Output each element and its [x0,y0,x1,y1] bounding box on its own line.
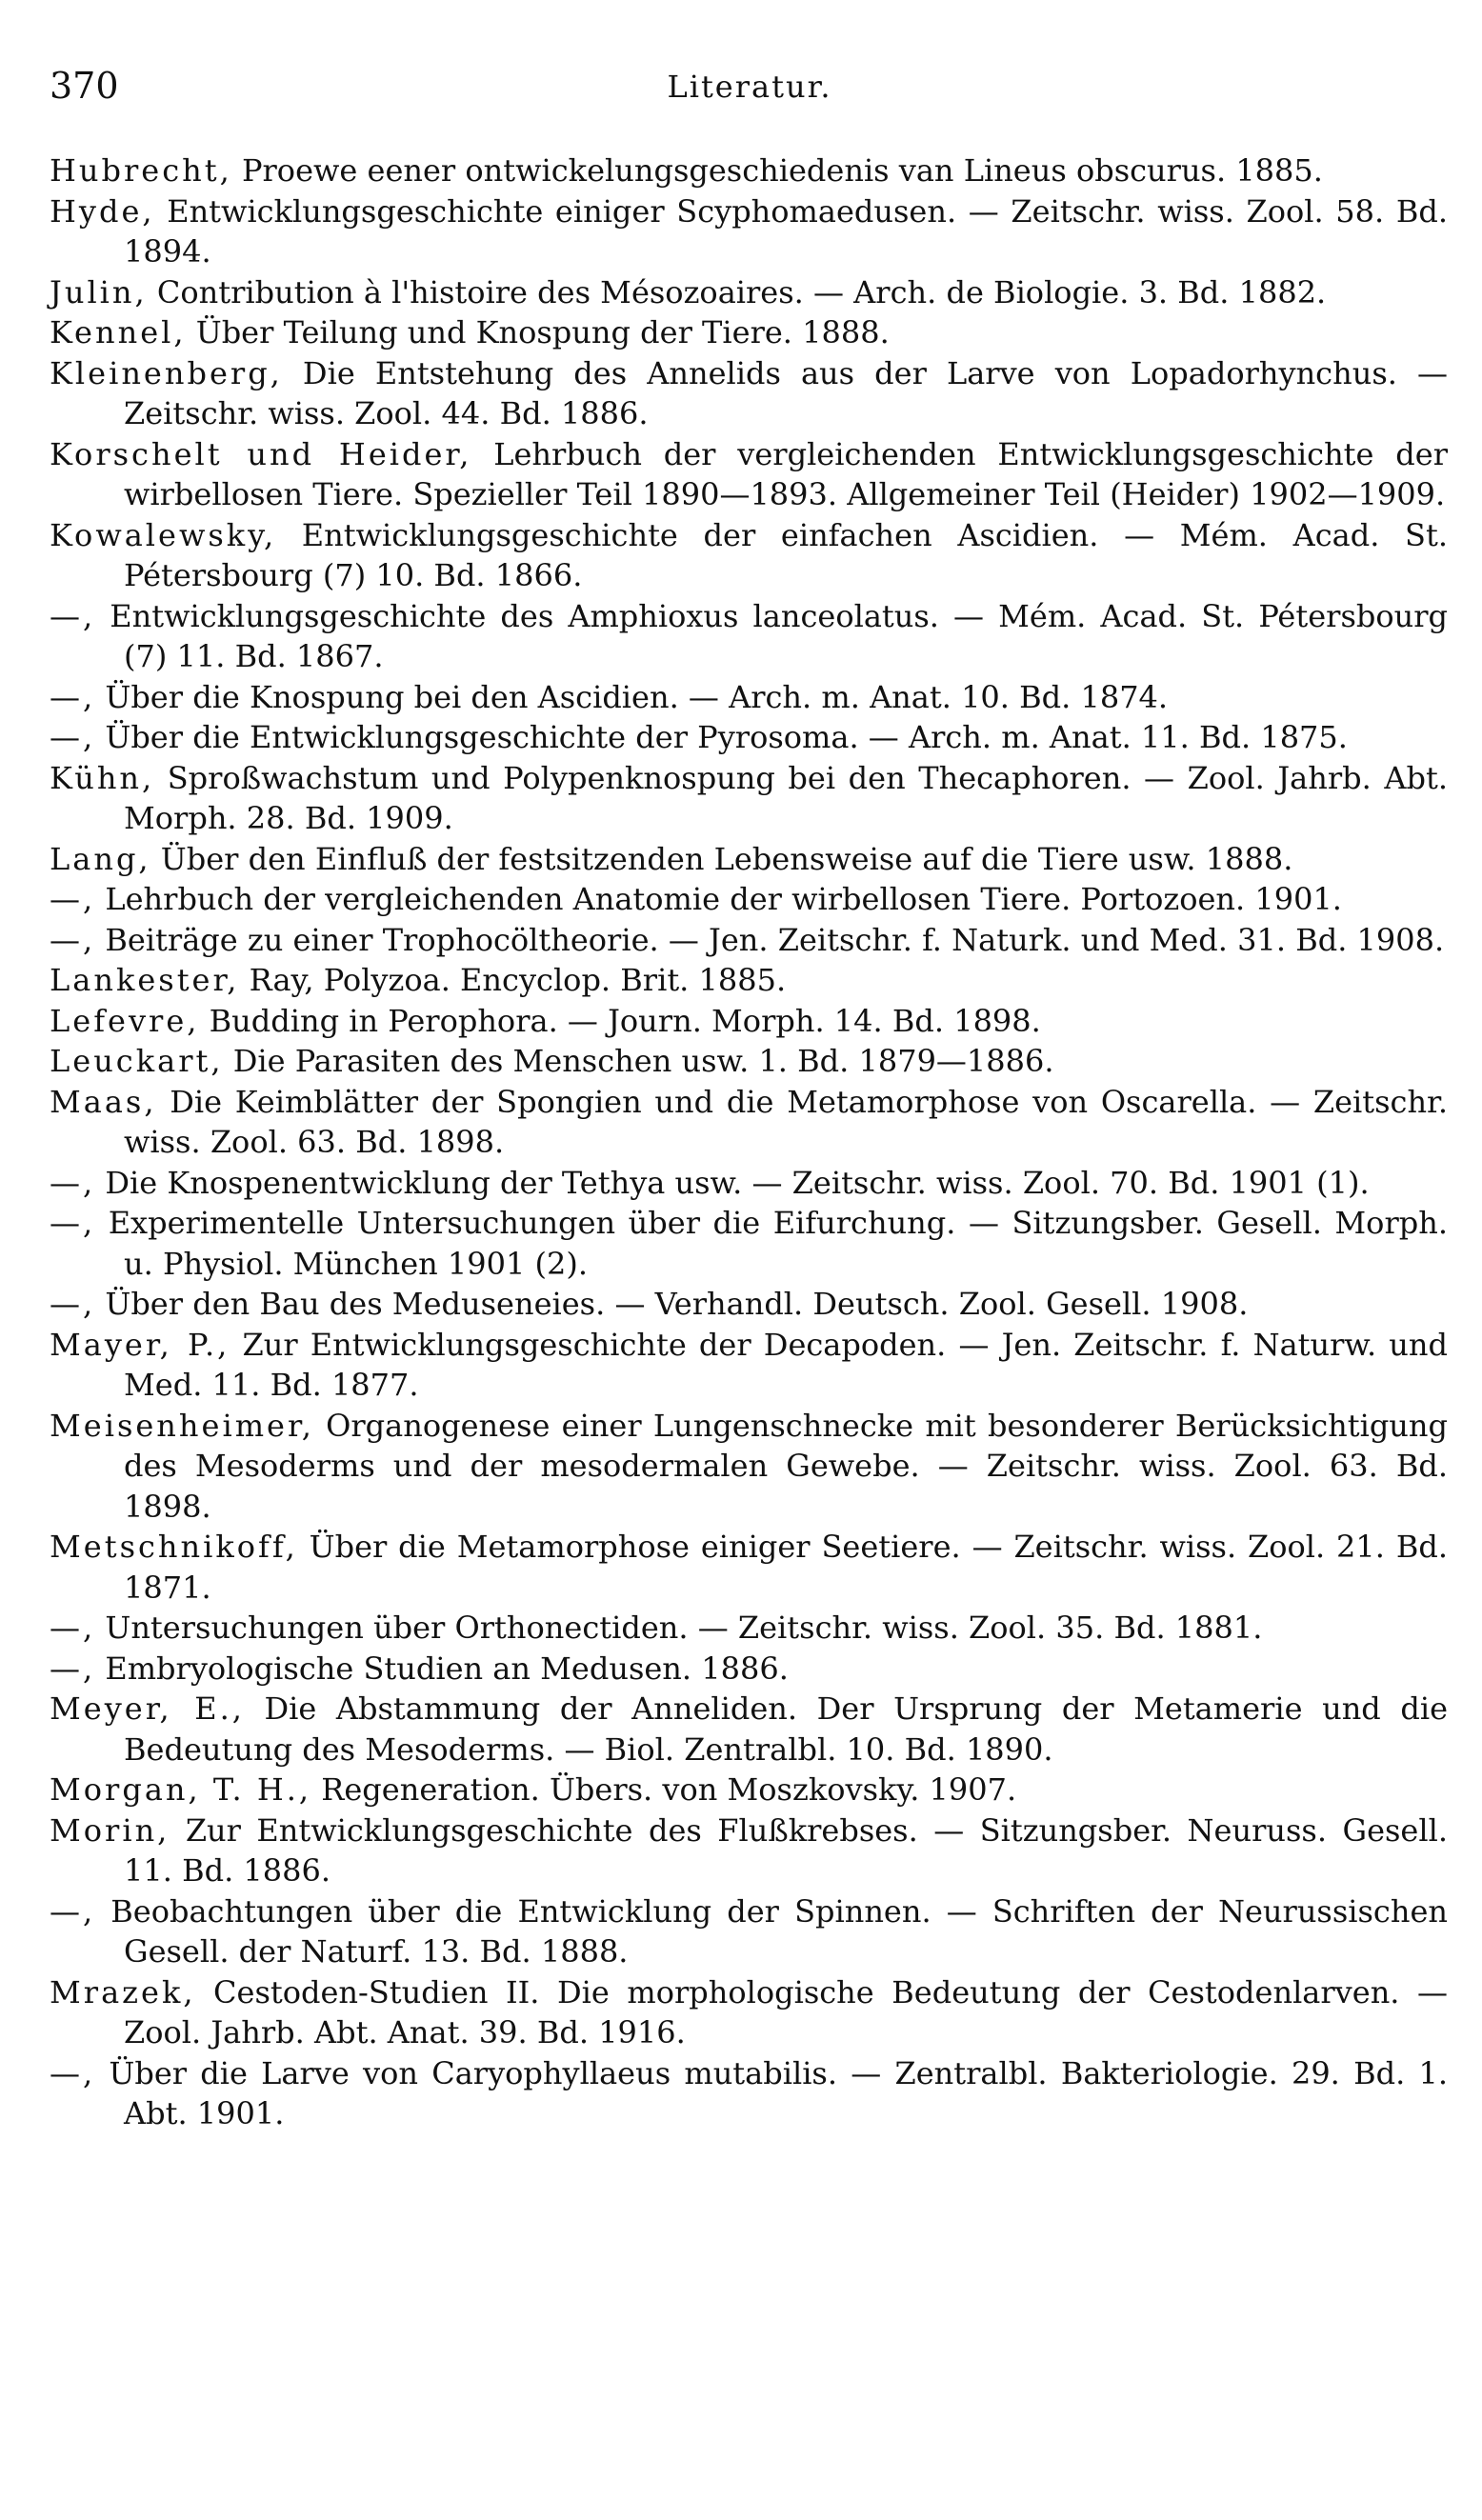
entry-citation: Lehrbuch der vergleichenden Anatomie der wirbellosen Tiere. Portozoen. 1901. [95,881,1342,917]
bibliography-entry [50,1325,1448,1406]
bibliography-entry [50,596,1448,677]
entry-author: —, [50,1164,96,1201]
entry-citation: Cestoden-Studien II. Die morphologische Bedeutung der Cestodenlarven. — Zool. Jahrb. Abt. Anat. 39. Bd. 1916. [124,1973,1448,2050]
bibliography-entry [50,1163,1448,1204]
bibliography-entry [50,960,1448,1001]
entry-author: Leuckart, [50,1043,224,1079]
entry-author: —, [50,597,96,634]
entry-citation: Entwicklungsgeschichte des Amphioxus lanceolatus. — Mém. Acad. St. Pétersbourg (7) 11. Bd. 1867. [95,597,1448,674]
entry-author: Julin, [50,273,148,310]
bibliography-entry [50,2053,1448,2134]
entry-citation: Über die Knospung bei den Ascidien. — Arch. m. Anat. 10. Bd. 1874. [95,678,1169,715]
entry-citation: Die Abstammung der Anneliden. Der Ursprung der Metamerie und die Bedeutung des Mesoderms. — Biol. Zentralbl. 10. Bd. 1890. [124,1690,1449,1768]
entry-citation: Die Entstehung des Annelids aus der Larve von Lopadorhynchus. — Zeitschr. wiss. Zool. 44. Bd. 1886. [124,354,1448,431]
entry-author: Morgan, T. H., [50,1771,312,1808]
entry-author: Lang, [50,840,151,877]
bibliography-entry [50,1608,1448,1649]
entry-citation: Zur Entwicklungsgeschichte des Flußkrebses. — Sitzungsber. Neuruss. Gesell. 11. Bd. 1886. [124,1811,1448,1889]
entry-citation: Über den Bau des Meduseneies. — Verhandl. Deutsch. Zool. Gesell. 1908. [95,1286,1249,1322]
entry-citation: Die Keimblätter der Spongien und die Metamorphose von Oscarella. — Zeitschr. wiss. Zool. 63. Bd. 1898. [124,1083,1448,1160]
bibliography-entry [50,434,1448,515]
entry-author: Mrazek, [50,1973,196,2010]
bibliography-entry [50,1041,1448,1082]
entry-author: —, [50,1610,96,1646]
entry-citation: Entwicklungsgeschichte einiger Scyphomaedusen. — Zeitschr. wiss. Zool. 58. Bd. 1894. [124,192,1448,270]
entry-citation: Budding in Perophora. — Journ. Morph. 14. Bd. 1898. [199,1002,1041,1039]
entry-author: Mayer, P., [50,1326,230,1363]
entry-author: —, [50,1650,96,1687]
entry-citation: Über die Metamorphose einiger Seetiere. — Zeitschr. wiss. Zool. 21. Bd. 1871. [124,1529,1448,1606]
entry-citation: Regeneration. Übers. von Moszkovsky. 1907. [311,1771,1017,1808]
entry-author: Hubrecht, [50,152,232,189]
entry-author: —, [50,1286,96,1322]
bibliography-entry [50,1649,1448,1690]
bibliography-entry [50,758,1448,839]
entry-citation: Die Parasiten des Menschen usw. 1. Bd. 1879—1886. [223,1043,1054,1079]
entry-citation: Über Teilung und Knospung der Tiere. 1888. [186,314,890,350]
bibliography-entry [50,1689,1448,1770]
entry-author: —, [50,2054,96,2091]
entry-author: Korschelt und Heider, [50,435,472,472]
entry-citation: Über die Entwicklungsgeschichte der Pyrosoma. — Arch. m. Anat. 11. Bd. 1875. [95,719,1348,755]
bibliography-entry [50,1001,1448,1042]
entry-citation: Lehrbuch der vergleichenden Entwicklungsgeschichte der wirbellosen Tiere. Spezieller Teil 1890—1893. Allgemeiner Teil (Heider) 1902—1909. [124,435,1449,512]
bibliography-entry [50,1406,1448,1528]
bibliography-entry [50,191,1448,272]
entry-citation: Sproßwachstum und Polypenknospung bei den Thecaphoren. — Zool. Jahrb. Abt. Morph. 28. Bd. 1909. [124,759,1448,836]
running-title: Literatur. [667,69,832,105]
entry-author: Meisenheimer, [50,1407,314,1444]
bibliography-entry [50,515,1448,596]
bibliography-entry [50,717,1448,758]
bibliography-entry [50,1284,1448,1325]
page-header [50,65,1450,114]
bibliography-entry [50,1972,1448,2053]
page-number: 370 [50,65,119,107]
entry-citation: Die Knospenentwicklung der Tethya usw. — Zeitschr. wiss. Zool. 70. Bd. 1901 (1). [95,1164,1370,1201]
entry-citation: Über die Larve von Caryophyllaeus mutabilis. — Zentralbl. Bakteriologie. 29. Bd. 1. Abt. 1901. [95,2054,1448,2131]
bibliography-entry [50,272,1448,313]
entry-citation: Embryologische Studien an Medusen. 1886. [95,1650,789,1687]
bibliography-entry [50,1891,1448,1972]
entry-author: Morin, [50,1811,170,1849]
entry-citation: Ray, Polyzoa. Encyclop. Brit. 1885. [239,962,787,998]
entry-author: Metschnikoff, [50,1529,298,1565]
bibliography-entry [50,920,1448,961]
bibliography-entry [50,353,1448,434]
entry-author: —, [50,1892,96,1930]
bibliography-entry [50,1203,1448,1284]
entry-citation: Proewe eener ontwickelungsgeschiedenis van Lineus obscurus. 1885. [231,152,1323,189]
entry-author: Maas, [50,1083,157,1120]
entry-author: —, [50,881,96,917]
bibliography-entry [50,839,1448,880]
entry-citation: Experimentelle Untersuchungen über die Eifurchung. — Sitzungsber. Gesell. Morph. u. Physiol. München 1901 (2). [95,1205,1448,1282]
entry-author: Hyde, [50,192,155,230]
entry-citation: Entwicklungsgeschichte der einfachen Ascidien. — Mém. Acad. St. Pétersbourg (7) 10. Bd. 1866. [124,516,1448,593]
entry-citation: Über den Einfluß der festsitzenden Lebensweise auf die Tiere usw. 1888. [150,840,1293,877]
entry-author: —, [50,921,96,958]
bibliography-entry [50,879,1448,920]
entry-author: Lankester, [50,962,240,998]
bibliography-list [50,150,1448,2134]
entry-author: Lefevre, [50,1002,200,1039]
entry-author: Kühn, [50,759,155,796]
entry-citation: Beobachtungen über die Entwicklung der Spinnen. — Schriften der Neurussischen Gesell. der Naturf. 13. Bd. 1888. [95,1892,1448,1970]
entry-author: Meyer, E., [50,1690,245,1727]
bibliography-entry [50,1082,1448,1163]
entry-author: Kowalewsky, [50,516,277,553]
bibliography-entry [50,677,1448,718]
entry-citation: Organogenese einer Lungenschnecke mit besonderer Berücksichtigung des Mesoderms und der mesodermalen Gewebe. — Zeitschr. wiss. Zool. 63. Bd. 1898. [124,1407,1448,1525]
bibliography-entry [50,1810,1448,1891]
bibliography-entry [50,1770,1448,1810]
entry-citation: Untersuchungen über Orthonectiden. — Zeitschr. wiss. Zool. 35. Bd. 1881. [95,1610,1263,1646]
entry-citation: Beiträge zu einer Trophocöltheorie. — Jen. Zeitschr. f. Naturk. und Med. 31. Bd. 1908. [95,921,1445,958]
bibliography-entry [50,150,1448,191]
entry-author: —, [50,678,96,715]
entry-citation: Contribution à l'histoire des Mésozoaires. — Arch. de Biologie. 3. Bd. 1882. [147,273,1327,310]
entry-citation: Zur Entwicklungsgeschichte der Decapoden. — Jen. Zeitschr. f. Naturw. und Med. 11. Bd. 1877. [124,1326,1449,1403]
bibliography-entry [50,312,1448,353]
entry-author: —, [50,1205,96,1241]
bibliography-entry [50,1527,1448,1608]
entry-author: Kennel, [50,314,187,350]
entry-author: —, [50,719,96,755]
entry-author: Kleinenberg, [50,354,283,391]
